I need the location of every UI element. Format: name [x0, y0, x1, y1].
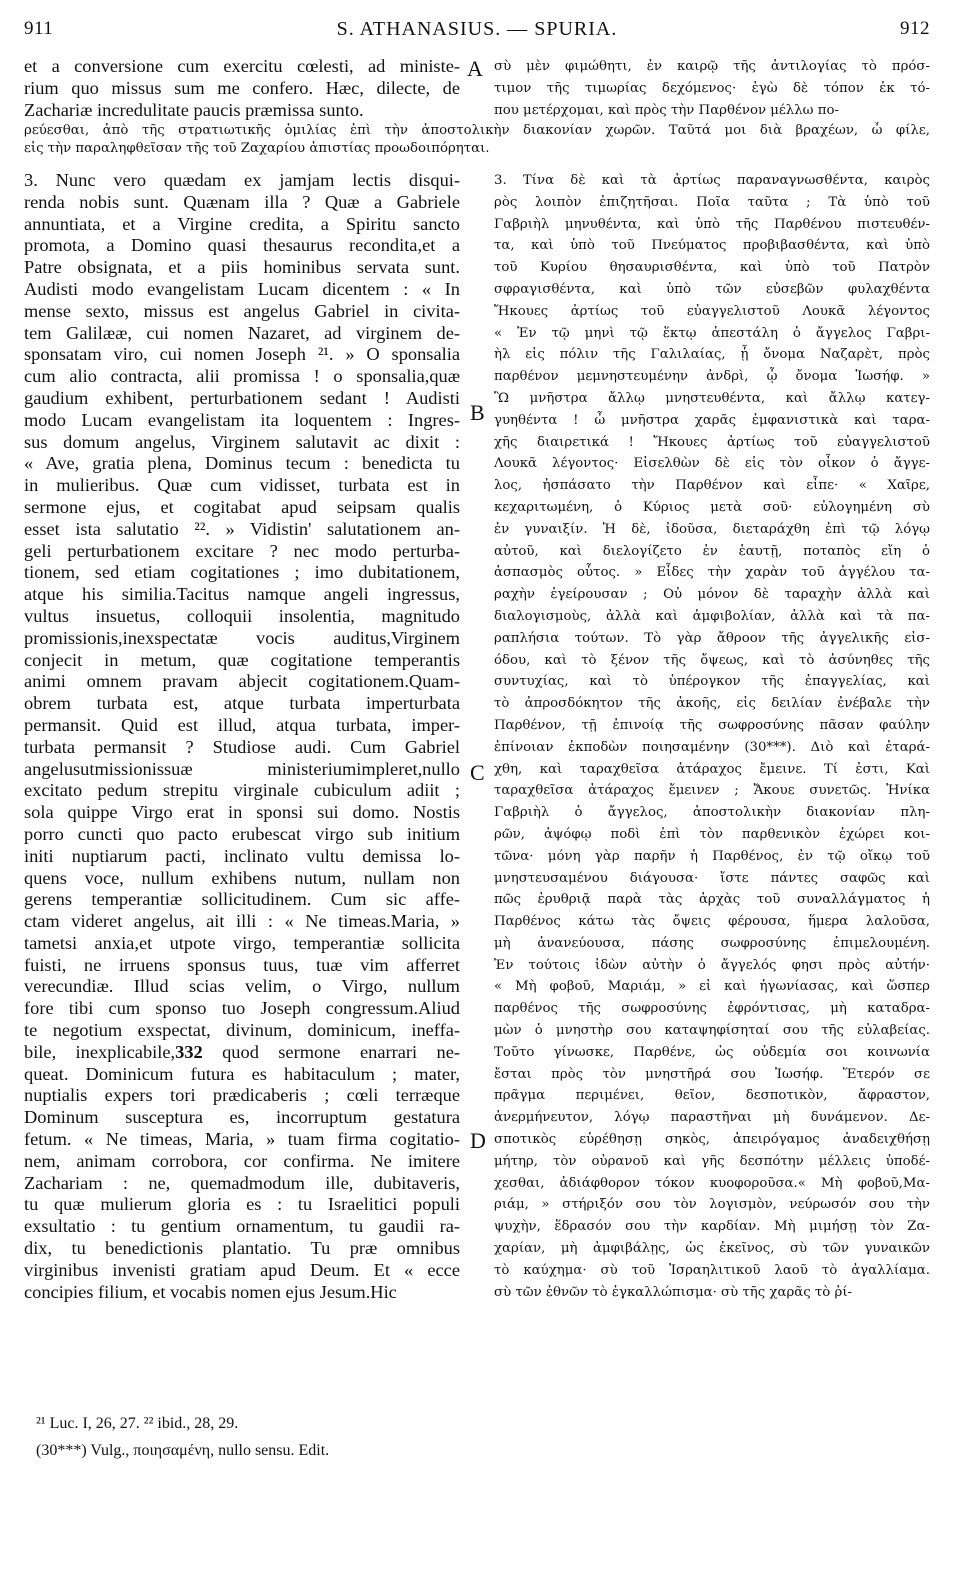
greek-line: 3. Τίνα δὲ καὶ τὰ ἀρτίως παραναγνωσθέντα, καιρὸς	[494, 173, 930, 188]
latin-line: dix, tu benedictionis plantatio. Tu præ omnibus	[24, 1238, 460, 1259]
greek-line: σφραγισθέντα, καὶ ὑπὸ τῶν εὐσεβῶν φυλαχθέντα	[494, 281, 930, 297]
latin-line: exsultatio : tu gentium ornamentum, tu gaudii ra-	[24, 1216, 460, 1237]
latin-line: quens voce, nullum exhibens nutum, nullam non	[24, 867, 460, 888]
latin-line: turbata permansit ? Studiose audi. Cum Gabriel	[24, 736, 460, 757]
greek-line: χαρίαν, μὴ ἀμφιβάλῃς, ὡς ἐκεῖνος, σὺ τῶν γυναικῶν	[494, 1241, 930, 1257]
greek-line: ἐν γυναιξίν. Ἡ δὲ, ἰδοῦσα, διεταράχθη ἐπὶ τῷ λόγῳ	[494, 521, 930, 537]
latin-line: angelusutmissionissuæ ministeriumimpleret,nullo	[24, 758, 460, 779]
latin-line: sus domum angelus, Virginem salutavit ac dixit :	[24, 431, 460, 452]
latin-line-text: quod sermone enarrari ne-	[202, 1041, 460, 1062]
latin-line: queat. Dominicum futura es habitaculum ; mater,	[24, 1063, 460, 1084]
latin-line: geli perturbationem excitare ? nec modo perturba-	[24, 540, 460, 561]
latin-line: et a conversione cum exercitu cœlesti, ad ministe-	[24, 56, 460, 76]
latin-line: verecundiæ. Illud scias velim, o Virgo, nullum	[24, 976, 460, 997]
margin-letter-a: A	[467, 56, 483, 81]
latin-line	[24, 1042, 460, 1064]
greek-line: ρὸς λοιπὸν ἐπιζητῆσαι. Ποῖα ταῦτα ; Τὰ ὑπὸ τοῦ	[494, 194, 930, 210]
latin-line: obrem turbata est, atque turbata imperturbata	[24, 693, 460, 714]
greek-line: χθη, καὶ ταραχθεῖσα ἀτάραχος ἔμεινε. Τί ἐστι, Καὶ	[494, 761, 930, 777]
latin-line: tionem, sed etiam cogitationes ; imo dubitationem,	[24, 562, 460, 583]
latin-line: Zachariam : ne, quemadmodum ille, dubitaveris,	[24, 1172, 460, 1193]
greek-line: Ἐν τούτοις ἰδὼν αὐτὴν ὁ ἄγγελός φησι πρὸς αὐτήν·	[494, 957, 930, 973]
greek-line: όδου, καὶ τὸ ξένον τῆς ὄψεως, καὶ τὸ ἀσύνηθες τῆς	[494, 652, 930, 668]
latin-line: concipies filium, et vocabis nomen ejus Jesum.Hic	[24, 1281, 397, 1302]
greek-line: μὼν ὁ μνηστὴρ σου καταψηφίσηταί σου τῆς εὐλαβείας.	[494, 1023, 930, 1039]
greek-line: ραπλήσια τούτων. Τὸ γὰρ ἄθροον τῆς ἀγγελικῆς εἰσ-	[494, 630, 930, 646]
greek-line: σποτικὸς εὑρέθησῃ σηκὸς, ἀπειρόγαμος ἀναδειχθήσῃ	[494, 1132, 930, 1148]
latin-line: fore tibi cum sponso tuo Joseph congressum.Aliud	[24, 998, 460, 1019]
latin-line: atque his similia.Tacitus namque angeli ingressus,	[24, 584, 460, 605]
latin-line: gaudium exhibent, perturbationem sedant ! Audisti	[24, 387, 460, 408]
margin-letter-b: B	[470, 400, 485, 425]
footnote-1: ²¹ Luc. I, 26, 27. ²² ibid., 28, 29.	[36, 1415, 239, 1432]
greek-line: τιμον τῆς τιμωρίας δεχόμενος· ἐγὼ δὲ τόπον ἐκ τό-	[494, 80, 930, 96]
greek-column	[494, 170, 930, 1303]
greek-line: τα, καὶ ὑπὸ τοῦ Πνεύματος προβιβασθέντα, καὶ ὑπὸ	[494, 238, 930, 254]
latin-line: in mulieribus. Quæ cum vidisset, turbata est in	[24, 475, 460, 496]
greek-line: μὴ ἀνανεύουσα, πάσης σωφροσύνης ἐπιμελουμένη.	[494, 935, 930, 951]
greek-line: Ἤκουες ἀρτίως τοῦ εὐαγγελιστοῦ Λουκᾶ λέγοντος	[494, 303, 930, 319]
latin-line: esset ista salutatio ²². » Vidistin' salutationem an-	[24, 518, 460, 539]
latin-line: tametsi anxia,et utpote virgo, temperantiæ sollicita	[24, 932, 460, 953]
footnote-2: (30***) Vulg., ποιησαμένη, nullo sensu. Edit.	[36, 1442, 330, 1459]
latin-line: annuntiata, et a Virgine credita, a Spiritu sancto	[24, 213, 460, 234]
latin-line: nuptialis expers tori prædicaberis ; cœli terræque	[24, 1085, 460, 1106]
greek-line: Γαβριὴλ ὁ ἄγγελος, ἀποστολικὴν διακονίαν πλη-	[494, 805, 930, 821]
greek-line: λος, ἠσπάσατο τὴν Παρθένον καὶ εἶπε· « Χαῖρε,	[494, 478, 930, 494]
latin-line: fetum. « Ne timeas, Maria, » tuam firma cogitatio-	[24, 1129, 460, 1150]
greek-line: ρεύεσθαι, ἀπὸ τῆς στρατιωτικῆς ὁμιλίας ἐπὶ τὴν ἀποστολικὴν διακονίαν χωρῶν. Ταῦτά μοι διὰ βραχέων, ὦ φίλε,	[24, 123, 930, 138]
latin-line: Patre obsignata, et a piis hominibus servata sunt.	[24, 257, 460, 278]
latin-line-text: bile, inexplicabile,	[24, 1041, 176, 1062]
greek-line: ἀνερμήνευτον, λόγῳ παραστῆναι μὴ δυνάμενον. Δε-	[494, 1110, 930, 1126]
greek-line: χεσθαι, ἀδιάφθορον τόκον κυοφοροῦσα.« Μὴ φοβοῦ,Μα-	[494, 1175, 930, 1191]
greek-line: αὐτοῦ, καὶ διελογίζετο ἐν ἑαυτῇ, ποταπὸς εἴη ὁ	[494, 543, 930, 559]
greek-line: σὺ τῶν ἐθνῶν τὸ ἐγκαλλώπισμα· σὺ τῆς χαρᾶς τὸ ῥί-	[494, 1284, 853, 1300]
latin-column	[24, 170, 460, 1303]
greek-line: ριάμ, » στήριξόν σου τὸν λογισμὸν, νεύρωσόν σου τὴν	[494, 1197, 930, 1213]
latin-intro	[24, 56, 460, 121]
greek-line: Παρθένος κάτω τὰς ὄψεις φέρουσα, ἥμερα λαλοῦσα,	[494, 914, 930, 930]
greek-line: Λουκᾶ λέγοντος· Εἰσελθὼν δὲ εἰς τὸν οἶκον ὁ ἄγγε-	[494, 456, 930, 472]
greek-line: διαλογισμοὺς, ἀλλὰ καὶ ἀμφιβολίαν, ἀλλὰ καὶ τὰ πα-	[494, 608, 930, 624]
latin-line: permansit. Quid est illud, atqua turbata, imper-	[24, 714, 460, 735]
latin-line: ctam videret angelus, ait illi : « Ne timeas.Maria, »	[24, 911, 460, 932]
latin-line: fuisti, ne irruens sponsus tuus, tuæ vim afferret	[24, 954, 460, 975]
greek-line: συντυχίας, καὶ τὸ ὑπέρογκον τῆς ἐπαγγελίας, καὶ	[494, 674, 930, 690]
margin-letter-d: D	[470, 1128, 486, 1153]
greek-line: Ὢ μνῆστρα ἄλλῳ μνηστευθέντα, καὶ ἄλλῳ κατεγ-	[494, 390, 930, 406]
latin-line: renda nobis sunt. Quænam illa ? Quæ a Gabriele	[24, 191, 460, 212]
latin-line: sermone ejus, et cogitabat apud seipsam qualis	[24, 496, 460, 517]
column-number: 332	[175, 1041, 203, 1062]
greek-line: Παρθένον, τῇ ἐπινοίᾳ τῆς σωφροσύνης πᾶσαν φαύλην	[494, 717, 930, 733]
latin-line: Dominum susceptura es, incorruptum gestatura	[24, 1107, 460, 1128]
greek-line: ραχὴν ἐγείρουσαν ; Οὐ μόνον δὲ ταραχὴν ἀλλὰ καὶ	[494, 587, 930, 603]
greek-line: μνηστευσαμένου διάγουσα· ἴστε πάντες σαφῶς καὶ	[494, 870, 930, 886]
latin-line: gerens temperantiæ sollicitudinem. Cum sic affe-	[24, 889, 460, 910]
latin-line: tu quæ mulierum gloria es : tu Israelitici populi	[24, 1194, 460, 1215]
latin-line: excitato pedum strepitu virginale cubiculum adiit ;	[24, 780, 460, 801]
greek-line: ἐπίνοιαν ἐκποδὼν ποιησαμένην (30***). Διὸ καὶ ἐταρά-	[494, 739, 930, 755]
greek-line: παρθένον μεμνηστευμένην ἀνδρὶ, ᾧ ὄνομα Ἰωσήφ. »	[494, 369, 930, 385]
latin-line: Audisti modo evangelistam Lucam dicentem : « In	[24, 278, 460, 299]
greek-line: « Ἐν τῷ μηνὶ τῷ ἕκτῳ ἀπεστάλη ὁ ἄγγελος Γαβρι-	[494, 325, 930, 341]
greek-full-width	[24, 122, 930, 158]
greek-line: τὸ καύχημα· σὺ τοῦ Ἰσραηλιτικοῦ λαοῦ τὸ ἀγαλλίαμα.	[494, 1262, 930, 1278]
latin-line: tem Galilææ, cui nomen Nazaret, ad virginem de-	[24, 322, 460, 343]
greek-line: πῶς ἐρυθριᾷ παρὰ τὰς ἀρχὰς τοῦ συναλλάγματος ἡ	[494, 892, 930, 908]
running-title: S. ATHANASIUS. — SPURIA.	[336, 18, 618, 40]
greek-line: ὴλ εἰς πόλιν τῆς Γαλιλαίας, ᾗ ὄνομα Ναζαρὲτ, πρὸς	[494, 347, 930, 363]
page-number-left: 911	[24, 18, 54, 39]
greek-line: ρῶν, ἀψόφῳ ποδὶ ἐπὶ τὸν παρθενικὸν ἐχώρει κοι-	[494, 826, 930, 842]
latin-line: promota, a Domino quasi thesaurus recondita,et a	[24, 235, 460, 256]
greek-line: εἰς τὴν παραληφθεῖσαν τῆς τοῦ Ζαχαρίου ἀπιστίας προωδοιπόρηται.	[24, 141, 490, 156]
greek-line: χῆς διαιρετικά ! Ἤκουες ἀρτίως τοῦ εὐαγγελιστοῦ	[494, 434, 930, 450]
greek-line: Τοῦτο γίνωσκε, Παρθένε, ὡς οὐδεμία σοι κοινωνία	[494, 1044, 930, 1060]
greek-line: σὺ μὲν φιμώθητι, ἐν καιρῷ τῆς ἀντιλογίας τὸ πρόσ-	[494, 59, 930, 74]
latin-line: nem, animam corrobora, cor confirma. Ne imitere	[24, 1150, 460, 1171]
greek-line: τὸ ἀπροσδόκητον τῆς ἀκοῆς, εἰς δειλίαν ἐνέβαλε τὴν	[494, 696, 930, 712]
latin-line: porro cuncti quo pacto erubescat virgo sub initium	[24, 823, 460, 844]
latin-line: mense sexto, missus est angelus Gabriel in civita-	[24, 300, 460, 321]
greek-line: κεχαριτωμένη, ὁ Κύριος μετὰ σοῦ· εὐλογημένη σὺ	[494, 499, 930, 515]
latin-line: « Ave, gratia plena, Dominus tecum : benedicta tu	[24, 453, 460, 474]
latin-line: promissionis,inexspectatæ vocis auditus,Virginem	[24, 627, 460, 648]
latin-line: sola quippe Virgo erat in sponsi sui domo. Nostis	[24, 802, 460, 823]
margin-letter-c: C	[470, 760, 485, 785]
page-number-right: 912	[900, 18, 930, 39]
greek-line: Γαβριὴλ μηνυθέντα, καὶ ὑπὸ τῆς Παρθένου πιστευθέν-	[494, 216, 930, 232]
latin-line: 3. Nunc vero quædam ex jamjam lectis disqui-	[24, 170, 460, 190]
latin-line: cum alio contracta, alii promissa ! o sponsalia,quæ	[24, 366, 460, 387]
greek-line: τῶνα· μόνη γὰρ παρῆν ἡ Παρθένος, ἐν τῷ οἴκῳ τοῦ	[494, 848, 930, 864]
greek-line: ταραχθεῖσα ἀτάραχος ἔμεινεν ; Ἄκουε συνετῶς. Ἡνίκα	[494, 783, 930, 799]
latin-line: sponsatam viro, cui nomen Joseph ²¹. » O sponsalia	[24, 344, 460, 365]
latin-line: virginibus invenisti gratiam apud Deum. Et « ecce	[24, 1259, 460, 1280]
greek-line: τοῦ Κυρίου θησαυρισθέντα, καὶ ὑπὸ τοῦ Πατρὸν	[494, 260, 930, 276]
greek-line: ἀσπασμὸς οὗτος. » Εἶδες τὴν χαρὰν τοῦ ἀγγέλου τα-	[494, 565, 930, 581]
latin-line: modo Lucam evangelistam ita loquentem : Ingres-	[24, 409, 460, 430]
greek-line: γυηθέντα ! ὦ μνῆστρα χαρᾶς ἐμφανιστικὰ καὶ ταρα-	[494, 412, 930, 428]
latin-line: Zachariæ incredulitate paucis præmissa sunto.	[24, 99, 364, 120]
greek-line: « Μὴ φοβοῦ, Μαριάμ, » εἰ καὶ ἠγωνίασας, καὶ ὥσπερ	[494, 979, 930, 995]
latin-line: animi omnem pravam abjecit cogitationem.Quam-	[24, 671, 460, 692]
greek-line: παρθένος τῆς σωφροσύνης ἐφρόντισας, μὴ καταδρα-	[494, 1001, 930, 1017]
greek-line: που μετέρχομαι, καὶ πρὸς τὴν Παρθένον μέλλω πο-	[494, 102, 839, 118]
latin-line: initi nuptiarum pacti, inclinato vultu demissa lo-	[24, 845, 460, 866]
greek-line: ἔσται πρὸς τὸν μνηστῆρά σου Ἰωσήφ. Ἕτερόν σε	[494, 1066, 930, 1082]
latin-line: te negotium exspectat, divinum, dominicum, ineffa-	[24, 1020, 460, 1041]
greek-line: πρᾶγμα περιμένει, θεῖον, δεσποτικὸν, ἄφραστον,	[494, 1088, 930, 1104]
greek-line: ψυχὴν, ἕδρασόν σου τὴν καρδίαν. Μὴ μιμήσῃ τὸν Ζα-	[494, 1219, 930, 1235]
latin-line: vultus insuetus, colloquii insolentia, magnitudo	[24, 605, 460, 626]
greek-intro	[494, 56, 930, 121]
latin-line: rium quo missus sum me confero. Hæc, dilecte, de	[24, 77, 460, 98]
greek-line: μήτηρ, τὸν οὐρανοῦ καὶ γῆς δεσπότην μέλλεις ὑποδέ-	[494, 1153, 930, 1169]
latin-line: conjecit in metum, quæ cogitatione temperantis	[24, 649, 460, 670]
